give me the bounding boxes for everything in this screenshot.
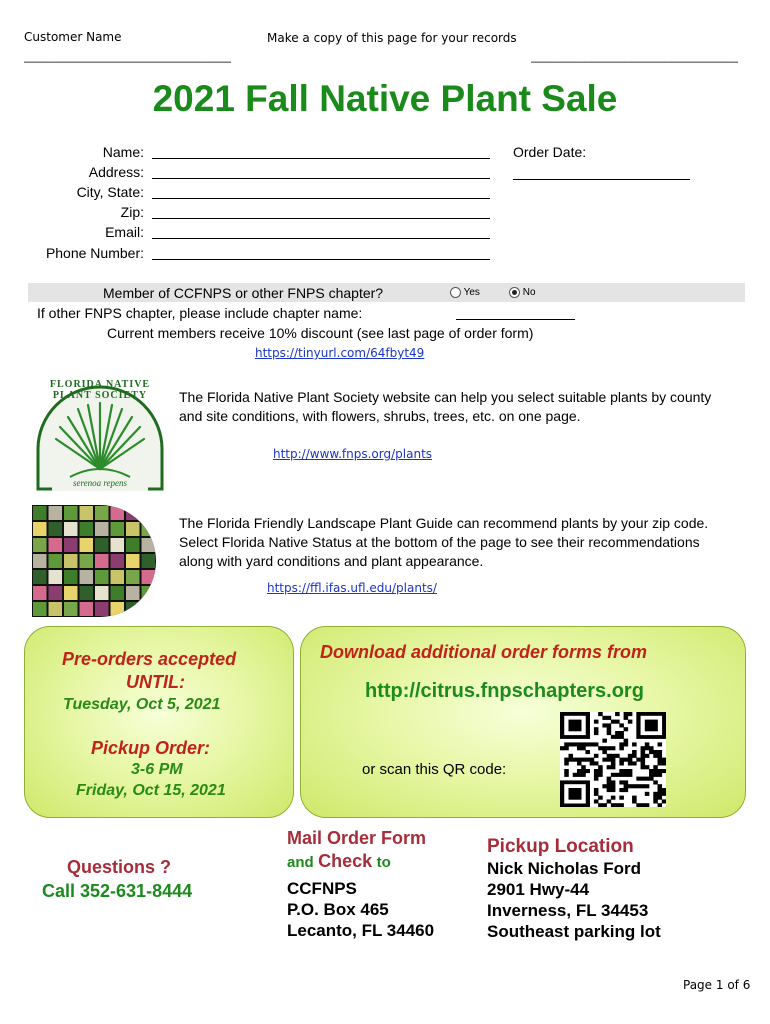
customer-name-label: Customer Name: [24, 30, 122, 44]
mail-address-line: Lecanto, FL 34460: [287, 921, 435, 940]
mail-address: [287, 878, 434, 941]
yes-radio-icon[interactable]: [450, 287, 461, 298]
fnps-logo: [30, 377, 170, 497]
download-url[interactable]: http://citrus.fnpschapters.org: [365, 680, 644, 702]
fnps-logo-text: FLORIDA NATIVE PLANT SOCIETY: [49, 379, 151, 401]
order-date-label: Order Date:: [513, 144, 587, 160]
qr-code-icon[interactable]: [560, 712, 666, 807]
chapter-name-field[interactable]: [456, 305, 575, 320]
mail-address-line: P.O. Box 465: [287, 900, 389, 919]
phone-field[interactable]: [152, 245, 490, 260]
records-line[interactable]: _______________________________: [531, 49, 738, 63]
preorder-date: Tuesday, Oct 5, 2021: [63, 696, 221, 713]
order-date-field[interactable]: [513, 165, 690, 180]
ffl-description: The Florida Friendly Landscape Plant Guide can recommend plants by your zip code. Select Florida Native Status at the bottom of the page to see their recommendations along with yard conditions and plant appearance.: [179, 515, 709, 569]
yes-option[interactable]: [450, 287, 480, 298]
address-label: Address:: [88, 164, 144, 180]
mail-check-word: Check: [318, 851, 373, 871]
discount-note: Current members receive 10% discount (see last page of order form): [107, 325, 534, 341]
zip-label: Zip:: [120, 204, 144, 220]
download-heading: Download additional order forms from: [320, 642, 648, 662]
fnps-description: The Florida Native Plant Society website can help you select suitable plants by county and site conditions, with flowers, shrubs, trees, etc. on one page.: [179, 389, 712, 424]
mail-to-word: to: [376, 854, 391, 871]
page-title: 2021 Fall Native Plant Sale: [152, 78, 618, 119]
mail-and-check: [287, 851, 391, 872]
questions-phone[interactable]: Call 352-631-8444: [42, 881, 193, 901]
pickup-order-heading: Pickup Order:: [91, 738, 211, 758]
preorder-heading: Pre-orders accepted: [62, 649, 237, 669]
discount-link[interactable]: https://tinyurl.com/64fbyt49: [255, 346, 425, 360]
ffl-link[interactable]: https://ffl.ifas.ufl.edu/plants/: [267, 581, 437, 595]
email-field[interactable]: [152, 224, 490, 239]
customer-name-line[interactable]: _______________________________: [24, 49, 231, 63]
copy-note: Make a copy of this page for your records: [267, 31, 517, 45]
mail-order-title: Mail Order Form: [287, 828, 427, 848]
chapter-prompt: If other FNPS chapter, please include chapter name:: [37, 305, 363, 321]
yes-label: Yes: [463, 287, 480, 299]
pickup-address-line: Southeast parking lot: [487, 922, 661, 941]
preorder-until: UNTIL:: [126, 672, 185, 692]
pickup-date: Friday, Oct 15, 2021: [76, 782, 226, 799]
mail-and-word: and: [287, 854, 314, 871]
no-label: No: [522, 287, 536, 299]
email-label: Email:: [105, 224, 144, 240]
no-option[interactable]: [509, 287, 536, 298]
plant-photo-mosaic: [32, 505, 156, 617]
pickup-time: 3-6 PM: [131, 761, 183, 778]
mail-address-line: CCFNPS: [287, 879, 357, 898]
fnps-logo-subtitle: serenoa repens: [72, 478, 128, 488]
phone-label: Phone Number:: [45, 245, 144, 261]
pickup-address-line: Inverness, FL 34453: [487, 901, 649, 920]
name-field[interactable]: [152, 144, 490, 159]
page-number: Page 1 of 6: [683, 978, 751, 992]
city-state-field[interactable]: [152, 184, 490, 199]
fnps-link[interactable]: http://www.fnps.org/plants: [273, 447, 433, 461]
pickup-address-line: 2901 Hwy-44: [487, 880, 590, 899]
pickup-location-title: Pickup Location: [487, 836, 634, 857]
membership-question: Member of CCFNPS or other FNPS chapter?: [103, 285, 384, 301]
questions-label: Questions ?: [67, 857, 172, 877]
pickup-address: [487, 858, 661, 942]
name-label: Name:: [102, 144, 144, 160]
pickup-address-line: Nick Nicholas Ford: [487, 859, 641, 878]
zip-field[interactable]: [152, 204, 490, 219]
no-radio-icon[interactable]: [509, 287, 520, 298]
city-state-label: City, State:: [76, 184, 144, 200]
address-field[interactable]: [152, 164, 490, 179]
scan-text: or scan this QR code:: [362, 761, 507, 778]
